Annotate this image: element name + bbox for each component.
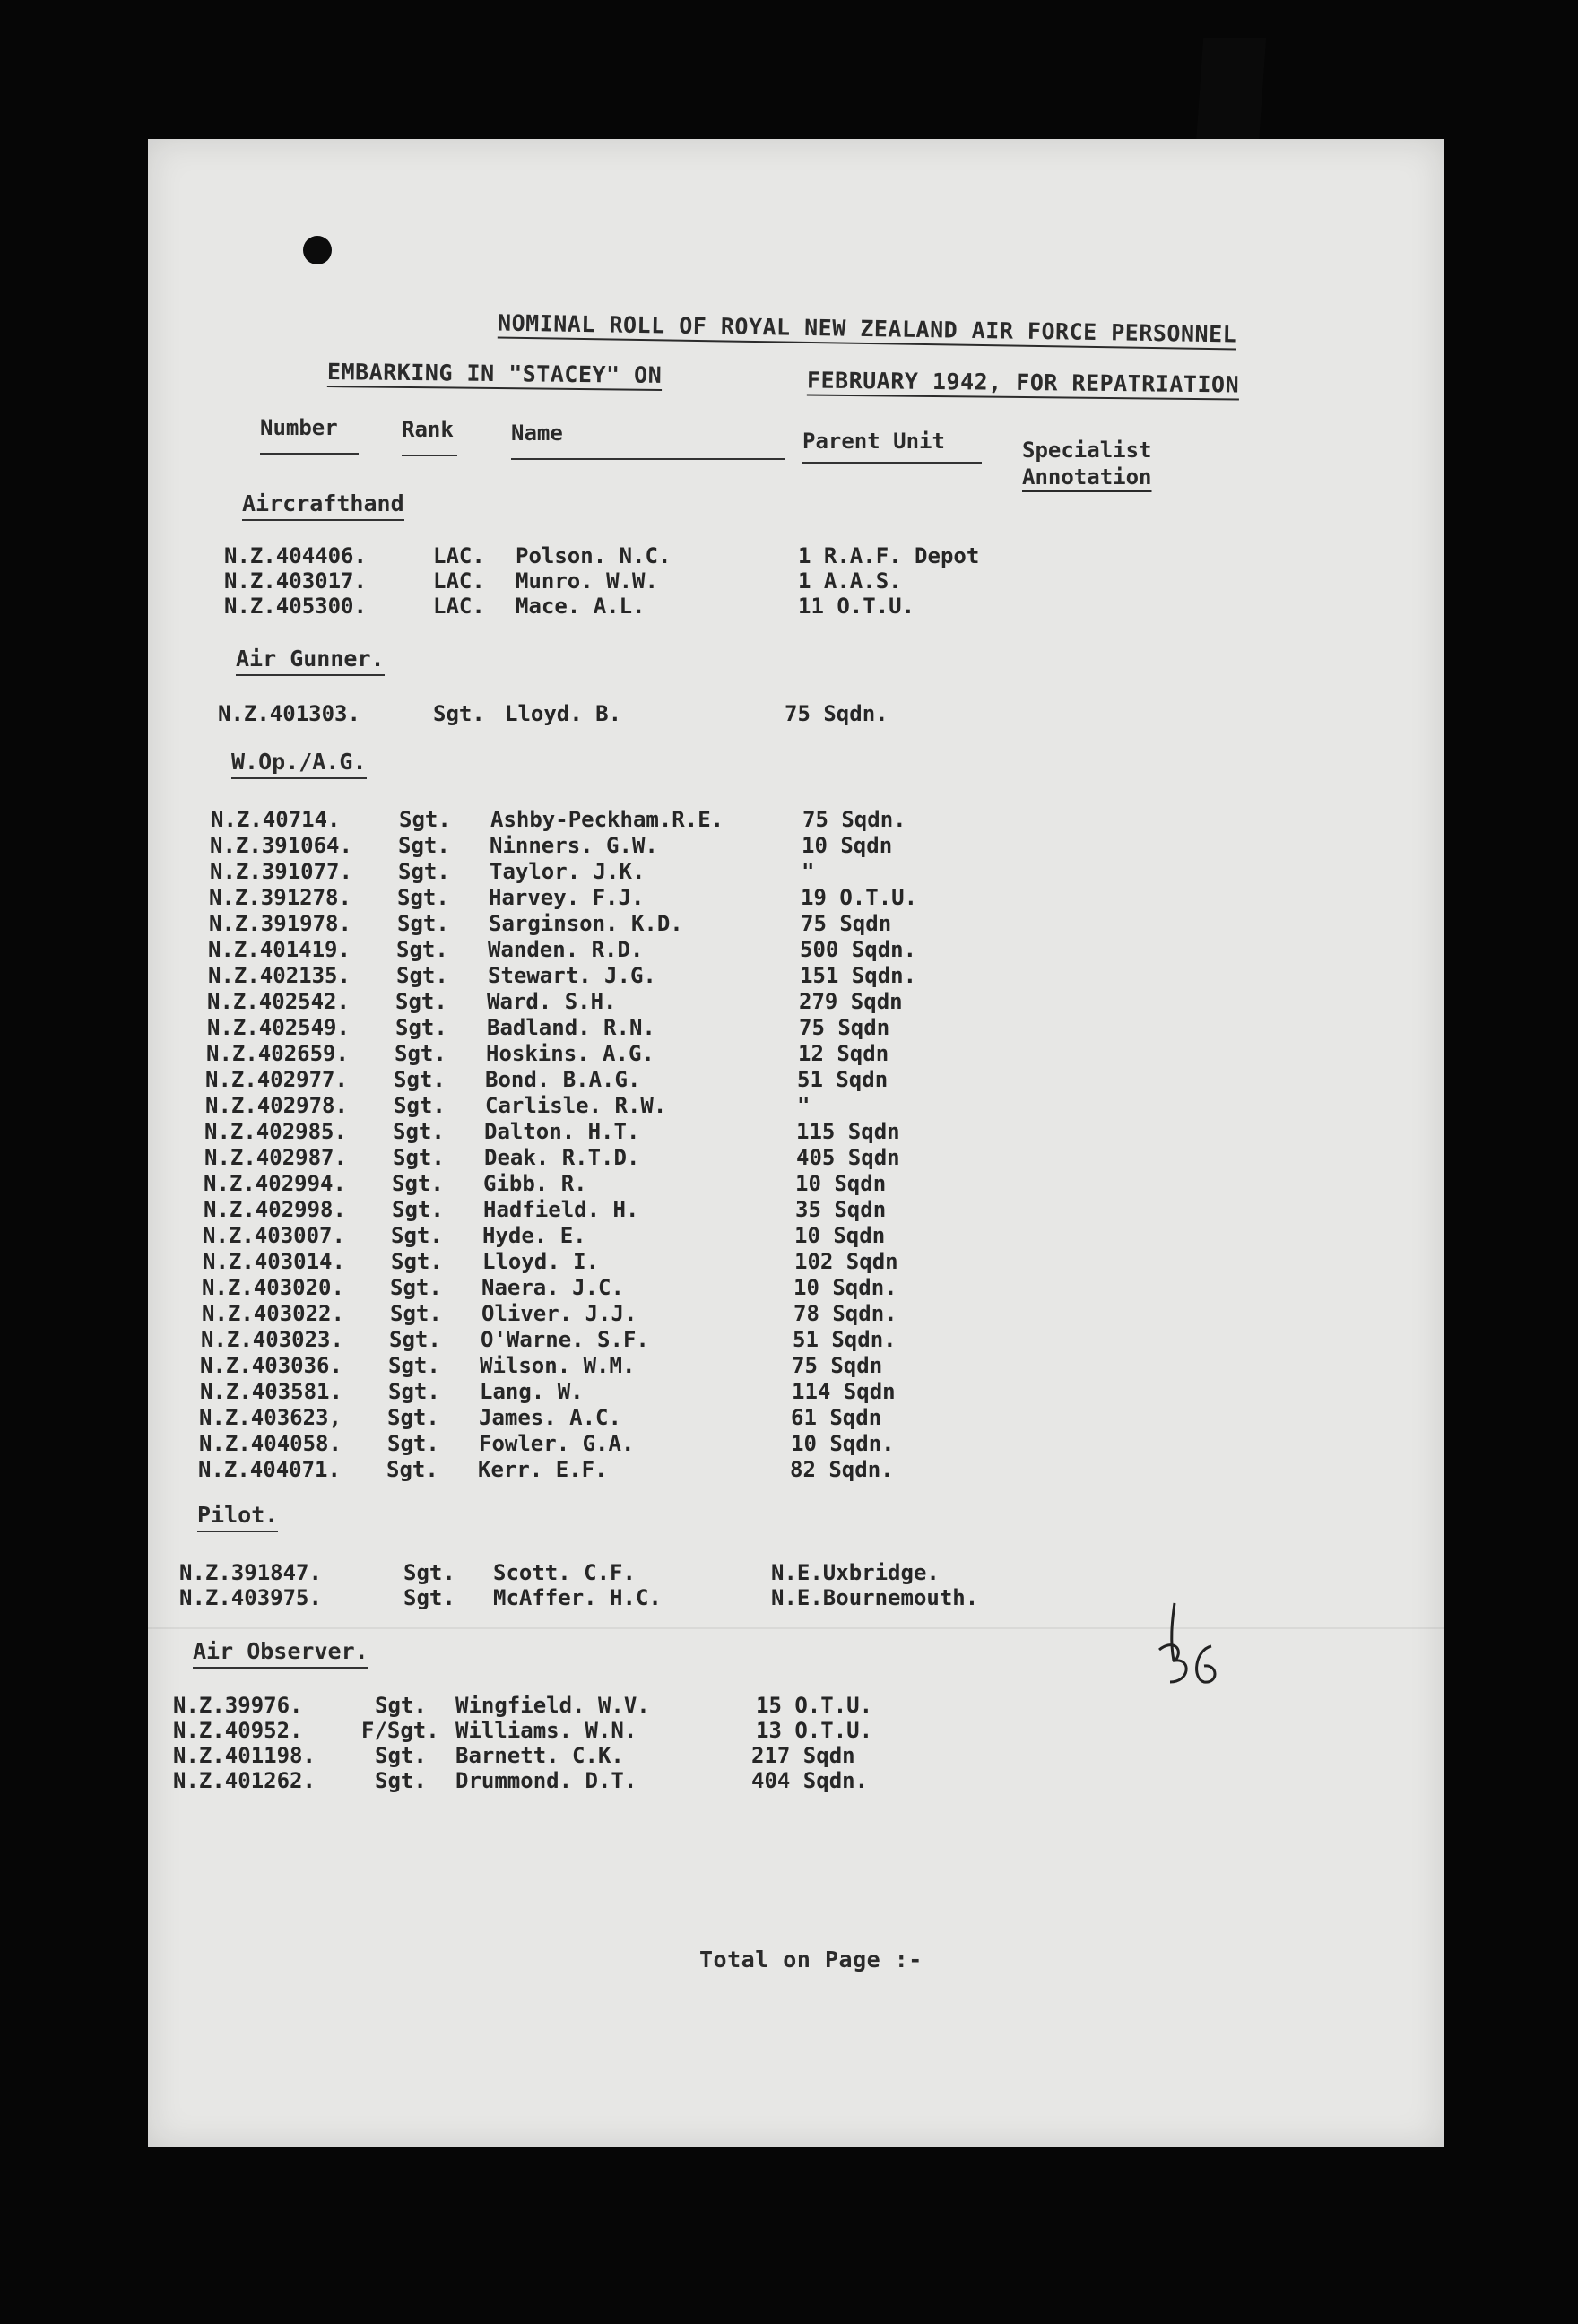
rank: Sgt. [393, 1119, 445, 1144]
person-name: Mace. A.L. [516, 594, 646, 619]
column-rule [402, 455, 457, 456]
parent-unit: 13 O.T.U. [756, 1718, 873, 1743]
service-number: N.Z.403623, [199, 1405, 342, 1430]
parent-unit: 75 Sqdn. [802, 807, 906, 832]
service-number: N.Z.402985. [204, 1119, 347, 1144]
parent-unit: N.E.Uxbridge. [771, 1560, 940, 1585]
service-number: N.Z.391278. [209, 885, 351, 910]
service-number: N.Z.402542. [207, 989, 350, 1014]
table-row [204, 1145, 1101, 1170]
rank: Sgt. [398, 833, 450, 858]
parent-unit: 61 Sqdn [791, 1405, 882, 1430]
table-row [208, 937, 1105, 962]
person-name: Munro. W.W. [516, 568, 658, 594]
service-number: N.Z.401198. [173, 1743, 316, 1768]
column-header-specialist: Specialist [1022, 438, 1152, 463]
rank: Sgt. [394, 1041, 447, 1066]
person-name: Lang. W. [480, 1379, 584, 1404]
service-number: N.Z.391978. [209, 911, 351, 936]
parent-unit: 10 Sqdn. [791, 1431, 895, 1456]
person-name: Bond. B.A.G. [485, 1067, 641, 1092]
table-row [218, 701, 1114, 726]
person-name: Stewart. J.G. [488, 963, 656, 988]
rank: LAC. [433, 568, 485, 594]
table-row [199, 1405, 1096, 1430]
parent-unit: 217 Sqdn [751, 1743, 855, 1768]
title-line-2-right: FEBRUARY 1942, FOR REPATRIATION [806, 367, 1240, 398]
table-row [204, 1197, 1100, 1222]
rank: Sgt. [387, 1405, 439, 1430]
rank: F/Sgt. [361, 1718, 439, 1743]
parent-unit: 19 O.T.U. [801, 885, 918, 910]
parent-unit: 75 Sqdn. [785, 701, 889, 726]
service-number: N.Z.401303. [218, 701, 360, 726]
person-name: Lloyd. B. [505, 701, 622, 726]
parent-unit: 12 Sqdn [798, 1041, 889, 1066]
table-row [207, 989, 1104, 1014]
person-name: Dalton. H.T. [484, 1119, 640, 1144]
table-row [201, 1327, 1097, 1352]
person-name: Sarginson. K.D. [489, 911, 683, 936]
parent-unit: 75 Sqdn [799, 1015, 890, 1040]
column-rule [511, 458, 785, 460]
person-name: Hyde. E. [482, 1223, 586, 1248]
punch-hole [303, 236, 332, 264]
person-name: Gibb. R. [483, 1171, 587, 1196]
service-number: N.Z.401262. [173, 1768, 316, 1793]
column-header-annotation: Annotation [1022, 464, 1152, 490]
person-name: Polson. N.C. [516, 543, 672, 568]
title-line-2-left: EMBARKING IN "STACEY" ON [326, 359, 663, 388]
person-name: Deak. R.T.D. [484, 1145, 640, 1170]
rank: Sgt. [375, 1693, 427, 1718]
service-number: N.Z.403581. [200, 1379, 342, 1404]
table-row [179, 1560, 1166, 1585]
parent-unit: 1 R.A.F. Depot [798, 543, 980, 568]
table-row [205, 1093, 1102, 1118]
table-row [224, 568, 1121, 594]
person-name: Harvey. F.J. [489, 885, 645, 910]
document-page [148, 139, 1444, 2147]
column-header-name: Name [511, 421, 563, 446]
handwritten-folio-number [1152, 1596, 1224, 1704]
parent-unit: 102 Sqdn [794, 1249, 898, 1274]
column-header-rank: Rank [402, 417, 454, 442]
service-number: N.Z.404071. [198, 1457, 341, 1482]
table-row [203, 1249, 1099, 1274]
table-row [206, 1041, 1103, 1066]
rank: Sgt. [403, 1585, 455, 1610]
column-rule [260, 453, 359, 455]
service-number: N.Z.39976. [173, 1693, 303, 1718]
column-header-parent-unit: Parent Unit [802, 429, 945, 454]
person-name: Fowler. G.A. [479, 1431, 635, 1456]
person-name: Ninners. G.W. [490, 833, 658, 858]
table-row [204, 1119, 1101, 1144]
table-row [200, 1379, 1097, 1404]
service-number: N.Z.403023. [201, 1327, 343, 1352]
parent-unit: 10 Sqdn [802, 833, 893, 858]
parent-unit: 51 Sqdn [797, 1067, 889, 1092]
parent-unit: 404 Sqdn. [751, 1768, 869, 1793]
rank: Sgt. [375, 1768, 427, 1793]
parent-unit: " [802, 859, 815, 884]
rank: Sgt. [391, 1249, 443, 1274]
table-row [208, 963, 1105, 988]
rank: Sgt. [395, 1015, 447, 1040]
rank: Sgt. [389, 1327, 441, 1352]
parent-unit: 500 Sqdn. [800, 937, 917, 962]
table-row [173, 1718, 1159, 1743]
table-row [199, 1431, 1096, 1456]
rank: LAC. [433, 543, 485, 568]
service-number: N.Z.40714. [211, 807, 341, 832]
rank: Sgt. [396, 937, 448, 962]
person-name: Badland. R.N. [487, 1015, 655, 1040]
person-name: Taylor. J.K. [490, 859, 646, 884]
rank: Sgt. [393, 1145, 445, 1170]
rank: Sgt. [397, 911, 449, 936]
table-row [203, 1223, 1099, 1248]
rank: Sgt. [394, 1067, 446, 1092]
service-number: N.Z.403020. [202, 1275, 344, 1300]
parent-unit: 75 Sqdn [792, 1353, 883, 1378]
service-number: N.Z.403014. [203, 1249, 345, 1274]
service-number: N.Z.402998. [204, 1197, 346, 1222]
service-number: N.Z.404406. [224, 543, 367, 568]
section-title-wop-ag: W.Op./A.G. [231, 749, 367, 775]
parent-unit: 82 Sqdn. [790, 1457, 894, 1482]
person-name: Kerr. E.F. [478, 1457, 608, 1482]
parent-unit: 10 Sqdn [795, 1171, 887, 1196]
parent-unit: 1 A.A.S. [798, 568, 902, 594]
service-number: N.Z.391077. [210, 859, 352, 884]
section-title-air-gunner: Air Gunner. [236, 646, 385, 672]
rank: Sgt. [392, 1197, 444, 1222]
table-row [224, 594, 1121, 619]
rank: Sgt. [388, 1379, 440, 1404]
rank: Sgt. [403, 1560, 455, 1585]
person-name: Oliver. J.J. [481, 1301, 637, 1326]
parent-unit: 114 Sqdn [792, 1379, 896, 1404]
parent-unit: 15 O.T.U. [756, 1693, 873, 1718]
service-number: N.Z.40952. [173, 1718, 303, 1743]
table-row [202, 1301, 1098, 1326]
table-row [209, 911, 1105, 936]
rank: LAC. [433, 594, 485, 619]
table-row [210, 833, 1106, 858]
title-line-1: NOMINAL ROLL OF ROYAL NEW ZEALAND AIR FORCE PERSONNEL [497, 309, 1237, 348]
rank: Sgt. [398, 859, 450, 884]
person-name: Carlisle. R.W. [485, 1093, 667, 1118]
rank: Sgt. [387, 1431, 439, 1456]
service-number: N.Z.391847. [179, 1560, 322, 1585]
person-name: Lloyd. I. [482, 1249, 600, 1274]
person-name: Williams. W.N. [455, 1718, 637, 1743]
parent-unit: " [797, 1093, 811, 1118]
section-title-aircrafthand: Aircrafthand [242, 490, 404, 516]
rank: Sgt. [391, 1223, 443, 1248]
table-row [204, 1171, 1100, 1196]
service-number: N.Z.402135. [208, 963, 351, 988]
rank: Sgt. [375, 1743, 427, 1768]
rank: Sgt. [394, 1093, 446, 1118]
person-name: Drummond. D.T. [455, 1768, 637, 1793]
rank: Sgt. [395, 989, 447, 1014]
binding-tab [1196, 38, 1266, 145]
fold-line [148, 1627, 1444, 1629]
service-number: N.Z.402994. [204, 1171, 346, 1196]
person-name: James. A.C. [479, 1405, 621, 1430]
rank: Sgt. [399, 807, 451, 832]
parent-unit: 405 Sqdn [796, 1145, 900, 1170]
table-row [210, 859, 1106, 884]
service-number: N.Z.403036. [200, 1353, 342, 1378]
parent-unit: 279 Sqdn [799, 989, 903, 1014]
rank: Sgt. [392, 1171, 444, 1196]
table-row [173, 1693, 1159, 1718]
rank: Sgt. [386, 1457, 438, 1482]
column-rule [802, 462, 982, 464]
total-on-page: Total on Page :- [699, 1947, 923, 1973]
parent-unit: 10 Sqdn. [793, 1275, 897, 1300]
parent-unit: 115 Sqdn [796, 1119, 900, 1144]
person-name: Hoskins. A.G. [486, 1041, 655, 1066]
rank: Sgt. [433, 701, 485, 726]
table-row [211, 807, 1107, 832]
person-name: O'Warne. S.F. [481, 1327, 649, 1352]
person-name: Barnett. C.K. [455, 1743, 624, 1768]
service-number: N.Z.403022. [202, 1301, 344, 1326]
table-row [173, 1768, 1159, 1793]
table-row [202, 1275, 1098, 1300]
parent-unit: 75 Sqdn [801, 911, 892, 936]
rank: Sgt. [397, 885, 449, 910]
parent-unit: 35 Sqdn [795, 1197, 887, 1222]
person-name: Ward. S.H. [487, 989, 617, 1014]
section-title-air-observer: Air Observer. [193, 1638, 368, 1664]
service-number: N.Z.404058. [199, 1431, 342, 1456]
person-name: Hadfield. H. [483, 1197, 639, 1222]
person-name: Scott. C.F. [493, 1560, 636, 1585]
table-row [205, 1067, 1102, 1092]
section-title-pilot: Pilot. [197, 1502, 278, 1528]
person-name: Wanden. R.D. [488, 937, 644, 962]
rank: Sgt. [390, 1275, 442, 1300]
person-name: Ashby-Peckham.R.E. [490, 807, 724, 832]
parent-unit: 151 Sqdn. [800, 963, 917, 988]
table-row [207, 1015, 1104, 1040]
person-name: Naera. J.C. [481, 1275, 624, 1300]
table-row [198, 1457, 1095, 1482]
service-number: N.Z.403975. [179, 1585, 322, 1610]
person-name: Wingfield. W.V. [455, 1693, 650, 1718]
service-number: N.Z.402549. [207, 1015, 350, 1040]
parent-unit: 11 O.T.U. [798, 594, 915, 619]
rank: Sgt. [396, 963, 448, 988]
service-number: N.Z.403017. [224, 568, 367, 594]
service-number: N.Z.401419. [208, 937, 351, 962]
table-row [173, 1743, 1159, 1768]
person-name: Wilson. W.M. [480, 1353, 636, 1378]
parent-unit: 51 Sqdn. [793, 1327, 897, 1352]
column-header-number: Number [260, 415, 338, 440]
service-number: N.Z.402978. [205, 1093, 348, 1118]
table-row [179, 1585, 1166, 1610]
rank: Sgt. [390, 1301, 442, 1326]
parent-unit: 78 Sqdn. [793, 1301, 897, 1326]
parent-unit: N.E.Bournemouth. [771, 1585, 979, 1610]
parent-unit: 10 Sqdn [794, 1223, 886, 1248]
service-number: N.Z.391064. [210, 833, 352, 858]
rank: Sgt. [388, 1353, 440, 1378]
service-number: N.Z.402987. [204, 1145, 347, 1170]
person-name: McAffer. H.C. [493, 1585, 662, 1610]
table-row [209, 885, 1105, 910]
table-row [224, 543, 1121, 568]
service-number: N.Z.405300. [224, 594, 367, 619]
service-number: N.Z.402977. [205, 1067, 348, 1092]
service-number: N.Z.402659. [206, 1041, 349, 1066]
table-row [200, 1353, 1097, 1378]
service-number: N.Z.403007. [203, 1223, 345, 1248]
